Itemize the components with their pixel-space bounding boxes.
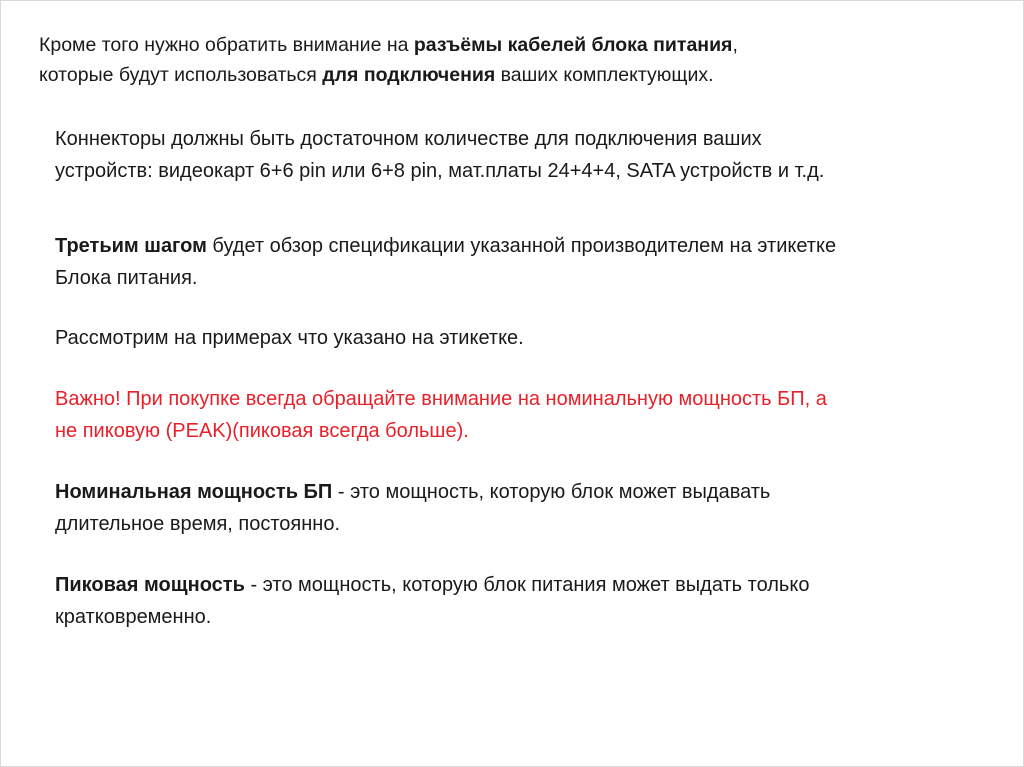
nominal-bold: Номинальная мощность БП [55, 481, 333, 503]
nominal-line-1 [55, 476, 770, 508]
intro-line-1 [39, 30, 738, 60]
intro-text: , [732, 34, 738, 56]
intro-text: ваших комплектующих. [495, 64, 714, 86]
important-paragraph [55, 383, 827, 447]
peak-paragraph [55, 569, 809, 633]
important-line-1: Важно! При покупке всегда обращайте внимание на номинальную мощность БП, а [55, 388, 827, 410]
step3-bold: Третьим шагом [55, 235, 207, 257]
connectors-line-1: Коннекторы должны быть достаточном количестве для подключения ваших [55, 128, 762, 150]
important-line-2: не пиковую (PEAK)(пиковая всегда больше). [55, 420, 469, 442]
intro-line-2 [39, 60, 738, 90]
intro-bold-connection: для подключения [322, 64, 496, 86]
step3-paragraph [55, 230, 836, 294]
peak-line-2: кратковременно. [55, 606, 212, 628]
examples-paragraph [55, 322, 524, 354]
intro-bold-connectors: разъёмы кабелей блока питания [413, 34, 733, 56]
examples-line: Рассмотрим на примерах что указано на этикетке. [55, 327, 524, 349]
intro-paragraph [39, 30, 738, 90]
step3-text: будет обзор спецификации указанной производителем на этикетке [206, 235, 837, 257]
intro-text: Кроме того нужно обратить внимание на [39, 34, 414, 56]
nominal-text: - это мощность, которую блок может выдавать [332, 481, 771, 503]
peak-text: - это мощность, которую блок питания может выдать только [244, 574, 810, 596]
connectors-line-2: устройств: видеокарт 6+6 pin или 6+8 pin, мат.платы 24+4+4, SATA устройств и т.д. [55, 160, 825, 182]
nominal-line-2: длительное время, постоянно. [55, 513, 341, 535]
intro-text: которые будут использоваться [39, 64, 323, 86]
connectors-paragraph [55, 123, 824, 187]
peak-line-1 [55, 569, 809, 601]
peak-bold: Пиковая мощность [55, 574, 245, 596]
step3-line-1 [55, 230, 836, 262]
step3-line-2: Блока питания. [55, 267, 198, 289]
nominal-paragraph [55, 476, 770, 540]
